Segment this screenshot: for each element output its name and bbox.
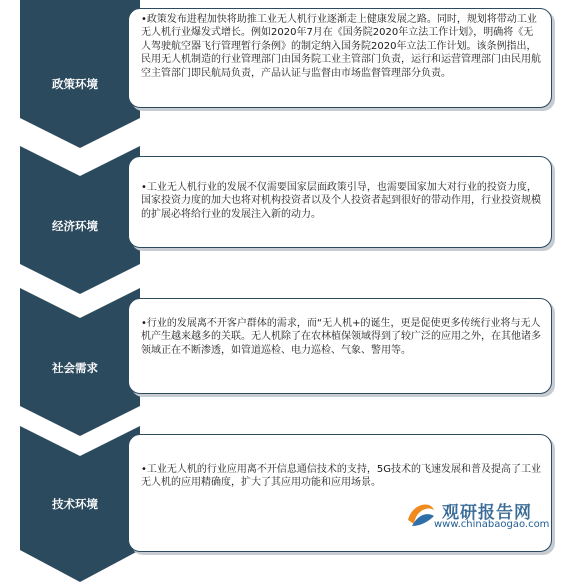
label-policy: 政策环境: [52, 77, 98, 91]
label-economy: 经济环境: [52, 219, 98, 233]
label-technology: 技术环境: [52, 497, 98, 511]
watermark-logo-icon: [404, 496, 438, 530]
text-box-economy: [128, 156, 552, 248]
text-policy: •政策发布进程加快将助推工业无人机行业逐渐走上健康发展之路。同时，规划将带动工业无人机行业爆发式增长。例如2020年7月在《国务院2020年立法工作计划》，明确将《无人驾驶航空器飞行管理暂行条例》的制定纳入国务院2020年立法工作计划。该条例指出，民用无人机制造的行业管理部门由国务院工业主管部门负责，运行和运营管理部门由民用航空主管部门即民航局负责，产品认证与监督由市场监督管理部分负责。: [141, 14, 541, 79]
watermark: [404, 496, 554, 536]
row-society: [0, 288, 569, 436]
text-box-society: [128, 298, 552, 394]
watermark-name: 观研报告网: [442, 503, 532, 523]
row-policy: [0, 0, 569, 148]
watermark-url: www.chinabaogao.com: [434, 519, 550, 530]
text-economy: •工业无人机行业的发展不仅需要国家层面政策引导，也需要国家加大对行业的投资力度，国家投资力度的加大也将对机构投资者以及个人投资者起到很好的带动作用，行业投资规模的扩展必将给行业的发展注入新的动力。: [141, 182, 541, 220]
text-box-policy: [128, 8, 552, 108]
text-technology: •工业无人机的行业应用离不开信息通信技术的支持，5G技术的飞速发展和普及提高了工业无人机的应用精确度，扩大了其应用功能和应用场景。: [141, 464, 542, 489]
row-economy: [0, 146, 569, 294]
text-society: •行业的发展离不开客户群体的需求，而“无人机+的诞生，更是促使更多传统行业将与无人机产生越来越多的关联。无人机除了在农林植保领域得到了较广泛的应用之外，在其他诸多领域正在不断渗透，如管道巡检、电力巡检、气象、警用等。: [141, 318, 541, 356]
label-society: 社会需求: [52, 361, 98, 375]
